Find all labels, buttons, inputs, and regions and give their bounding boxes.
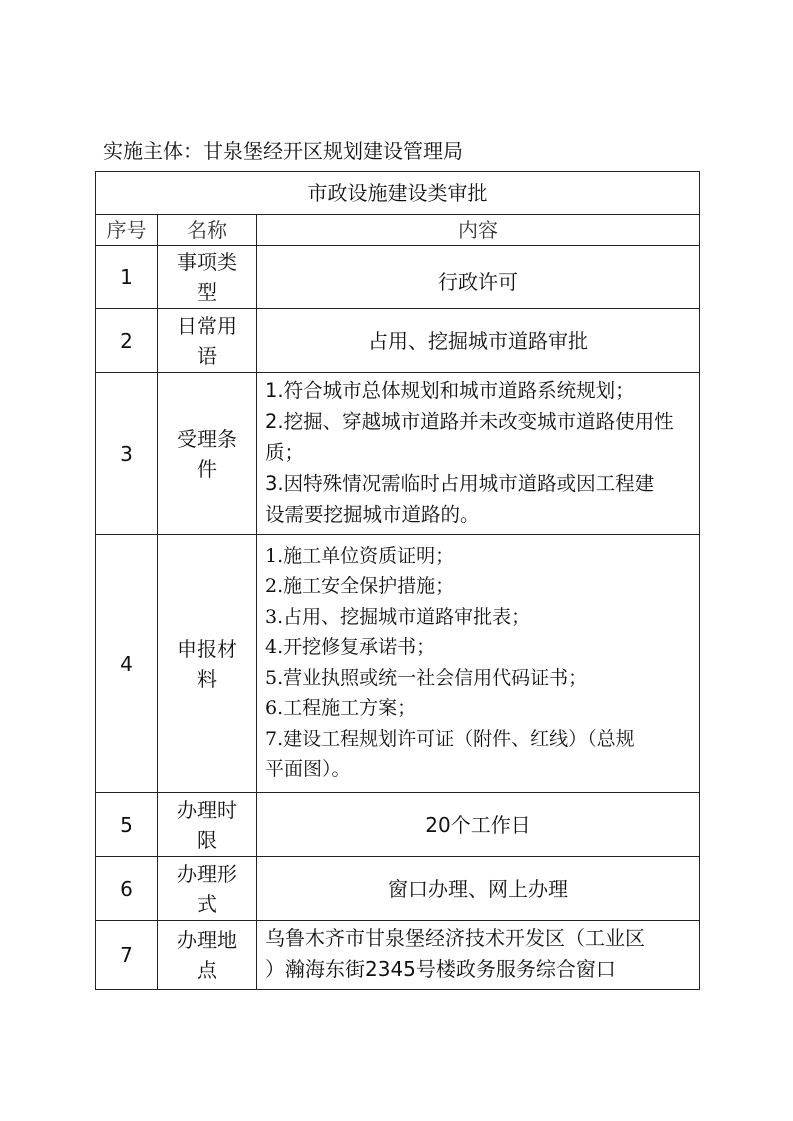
header-content: 内容 [257, 215, 700, 246]
row-name-line: 式 [197, 891, 217, 916]
content-line: 质； [265, 441, 305, 464]
content-line: 3.因特殊情况需临时占用城市道路或因工程建 [265, 472, 655, 495]
table-title: 市政设施建设类审批 [96, 172, 700, 215]
issuing-agency: 实施主体：甘泉堡经开区规划建设管理局 [103, 139, 463, 163]
row-index: 1 [96, 246, 158, 309]
row-name-line: 办理形 [177, 861, 237, 886]
table-row [96, 535, 700, 793]
content-line: 平面图）。 [265, 758, 351, 780]
table-row [96, 857, 700, 921]
row-name-line: 事项类 [177, 250, 237, 274]
row-name-line: 件 [197, 456, 217, 481]
content-line: 设需要挖掘城市道路的。 [265, 503, 480, 526]
content-line: 1.符合城市总体规划和城市道路系统规划； [265, 379, 635, 402]
row-name-line: 申报材 [177, 636, 237, 661]
content-line: ）瀚海东街2345号楼政务服务综合窗口 [265, 957, 616, 981]
row-index: 3 [96, 373, 158, 535]
row-index: 2 [96, 309, 158, 373]
row-name-line: 点 [197, 958, 217, 982]
content-line: 6.工程施工方案； [265, 697, 417, 719]
header-index: 序号 [96, 215, 158, 246]
row-name-line: 型 [197, 280, 217, 304]
approval-table [95, 171, 700, 990]
content-line: 4.开挖修复承诺书； [265, 636, 436, 658]
table-row [96, 246, 700, 309]
row-name [158, 857, 257, 921]
row-content: 行政许可 [257, 246, 700, 309]
content-line: 2.挖掘、穿越城市道路并未改变城市道路使用性 [265, 410, 674, 433]
row-name-line: 办理时 [177, 797, 237, 822]
row-index: 6 [96, 857, 158, 921]
content-line: 2.施工安全保护措施； [265, 575, 455, 597]
content-line: 3.占用、挖掘城市道路审批表； [265, 605, 531, 628]
row-name-line: 语 [197, 343, 217, 368]
row-name [158, 246, 257, 309]
row-content: 窗口办理、网上办理 [257, 857, 700, 921]
row-name-line: 办理地 [177, 928, 237, 952]
row-index: 4 [96, 535, 158, 793]
row-name-line: 料 [197, 666, 217, 691]
table-row [96, 373, 700, 535]
row-name [158, 309, 257, 373]
row-content [257, 373, 700, 535]
header-row [96, 215, 700, 246]
row-index: 7 [96, 921, 158, 990]
row-content [257, 921, 700, 990]
row-name [158, 535, 257, 793]
row-name-line: 受理条 [177, 426, 237, 451]
table-row [96, 793, 700, 857]
content-line: 5.营业执照或统一社会信用代码证书； [265, 666, 588, 689]
content-line: 1.施工单位资质证明； [265, 544, 455, 567]
content-line: 乌鲁木齐市甘泉堡经济技术开发区（工业区 [265, 926, 645, 950]
row-content [257, 535, 700, 793]
header-name: 名称 [158, 215, 257, 246]
content-line: 7.建设工程规划许可证（附件、红线）（总规 [265, 727, 635, 750]
table-row [96, 309, 700, 373]
row-name [158, 373, 257, 535]
table-row [96, 921, 700, 990]
row-name-line: 日常用 [177, 313, 237, 338]
title-row [96, 172, 700, 215]
row-content: 20个工作日 [257, 793, 700, 857]
row-name [158, 921, 257, 990]
row-name [158, 793, 257, 857]
row-content: 占用、挖掘城市道路审批 [257, 309, 700, 373]
row-index: 5 [96, 793, 158, 857]
row-name-line: 限 [197, 827, 217, 852]
